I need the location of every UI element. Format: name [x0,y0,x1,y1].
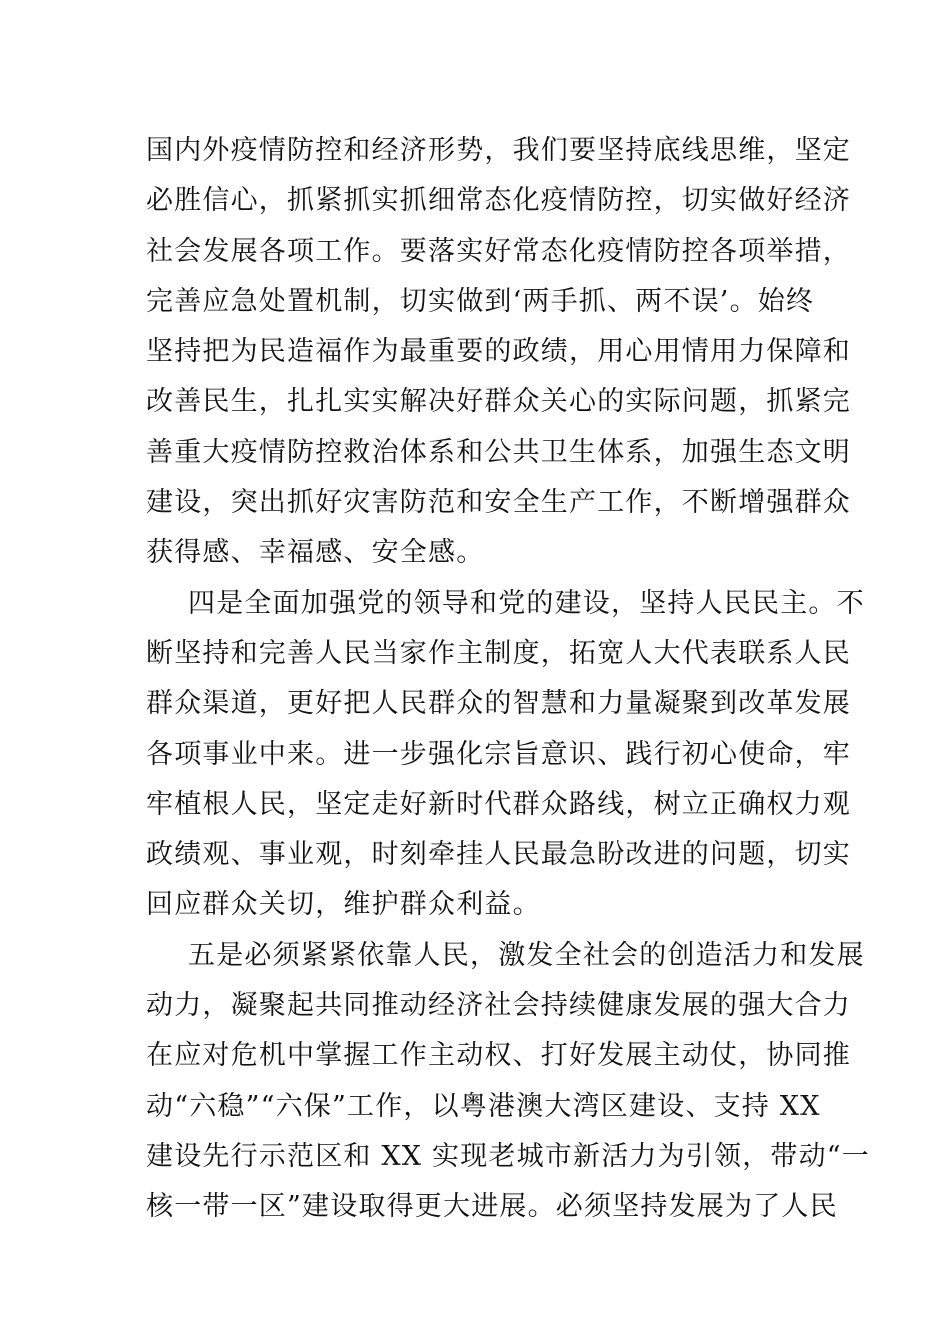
text-line: 改善民生，扎扎实实解决好群众关心的实际问题，抓紧完 [146,386,851,418]
text-line: 动“六稳”“六保”工作，以粤港澳大湾区建设、支持 XX [146,1090,821,1122]
text-line: 核一带一区”建设取得更大进展。必须坚持发展为了人民 [146,1191,838,1223]
text-line: 社会发展各项工作。要落实好常态化疫情防控各项举措， [146,235,851,267]
text-line: 完善应急处置机制，切实做到‘两手抓、两不误’。始终 [146,285,815,317]
text-line: 群众渠道，更好把人民群众的智慧和力量凝聚到改革发展 [146,688,851,720]
text-line: 动力，凝聚起共同推动经济社会持续健康发展的强大合力 [146,990,851,1022]
text-line: 四是全面加强党的领导和党的建设，坚持人民民主。不 [188,587,865,619]
text-line: 牢植根人民，坚定走好新时代群众路线，树立正确权力观 [146,788,851,820]
text-line: 政绩观、事业观，时刻牵挂人民最急盼改进的问题，切实 [146,839,851,871]
paragraph-point-four [146,579,865,931]
text-line: 建设，突出抓好灾害防范和安全生产工作，不断增强群众 [146,487,851,519]
text-line: 善重大疫情防控救治体系和公共卫生体系，加强生态文明 [146,436,851,468]
text-line: 回应群众关切，维护群众利益。 [146,889,541,921]
document-body [146,126,871,1233]
text-line: 国内外疫情防控和经济形势，我们要坚持底线思维，坚定 [146,135,851,166]
text-line: 建设先行示范区和 XX 实现老城市新活力为引领，带动“一 [146,1140,871,1172]
text-line: 五是必须紧紧依靠人民，激发全社会的创造活力和发展 [188,939,865,971]
text-line: 坚持把为民造福作为最重要的政绩，用心用情用力保障和 [146,336,851,368]
text-line: 必胜信心，抓紧抓实抓细常态化疫情防控，切实做好经济 [146,185,851,217]
paragraph-continuation [146,126,851,579]
text-line: 在应对危机中掌握工作主动权、打好发展主动仗，协同推 [146,1040,851,1072]
text-line: 获得感、幸福感、安全感。 [146,537,485,569]
text-line: 断坚持和完善人民当家作主制度，拓宽人大代表联系人民 [146,637,851,669]
text-line: 各项事业中来。进一步强化宗旨意识、践行初心使命，牢 [146,738,851,770]
paragraph-point-five [146,931,871,1233]
